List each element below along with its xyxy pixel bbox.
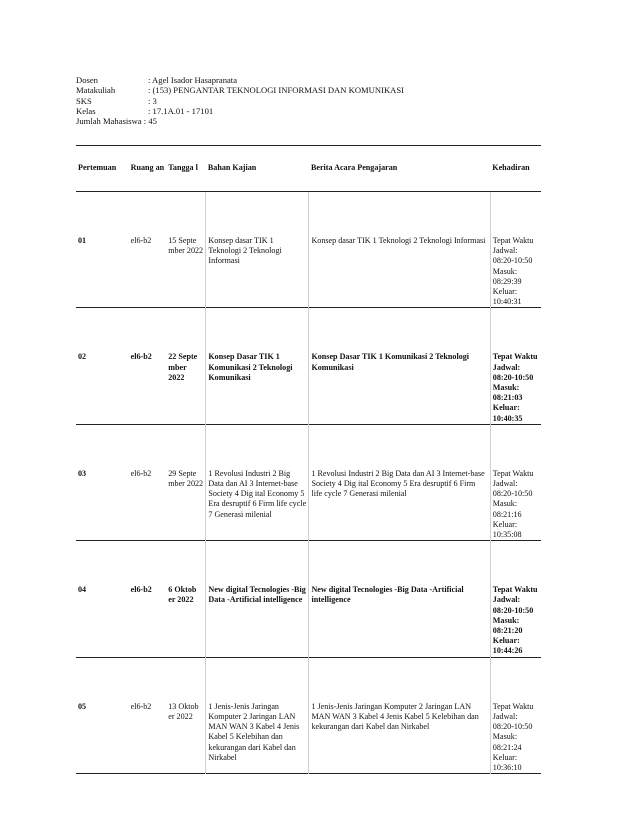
course-info [76, 75, 541, 126]
cell-pertemuan: 02 [78, 352, 87, 362]
info-block [76, 75, 541, 126]
table-row [76, 541, 541, 657]
attendance-table [76, 145, 541, 774]
matakuliah-label: Matakuliah [76, 85, 116, 96]
cell-pertemuan: 04 [78, 585, 87, 595]
cell-ruangan: el6-b2 [130, 236, 152, 245]
matakuliah-row [76, 85, 541, 95]
cell-berita-acara: Konsep dasar TIK 1 Teknologi 2 Teknologi Informasi [309, 192, 490, 308]
cell-pertemuan: 03 [78, 468, 87, 478]
cell-berita-acara: 1 Revolusi Industri 2 Big Data dan AI 3 Internet-base Society 4 Dig ital Economy 5 Era desruptif 6 Firm life cycle 7 Generasi milenial [309, 424, 490, 540]
table-row [76, 657, 541, 773]
cell-ruangan: el6-b2 [130, 701, 152, 711]
table-header-row [76, 146, 541, 192]
cell-tanggal: 29 Septe mber 2022 [168, 468, 204, 489]
kelas-row [76, 106, 541, 116]
sks-value: : 3 [148, 95, 157, 106]
kelas-label: Kelas [76, 105, 96, 116]
table-row [76, 192, 541, 308]
cell-bahan-kajian: Konsep Dasar TIK 1 Komunikasi 2 Teknologi Komunikasi [206, 308, 309, 424]
header-pertemuan: Pertemuan [76, 146, 129, 192]
kelas-value: : 17.1A.01 - 17101 [148, 105, 214, 116]
dosen-row [76, 75, 541, 85]
table-row [76, 424, 541, 540]
cell-kehadiran: Tepat Waktu Jadwal: 08:20-10:50 Masuk: 08:29:39 Keluar: 10:40:31 [490, 192, 541, 308]
header-kehadiran: Kehadiran [490, 146, 541, 192]
cell-bahan-kajian: Konsep dasar TIK 1 Teknologi 2 Teknologi Informasi [206, 192, 309, 308]
cell-tanggal: 22 Septe mber 2022 [168, 352, 198, 382]
cell-ruangan: el6-b2 [130, 352, 152, 362]
cell-bahan-kajian: New digital Tecnologies -Big Data -Artificial intelligence [206, 541, 309, 657]
cell-kehadiran: Tepat Waktu Jadwal: 08:20-10:50 Masuk: 08:21:20 Keluar: 10:44:26 [490, 541, 541, 657]
cell-ruangan: el6-b2 [130, 468, 152, 478]
table-row [76, 308, 541, 424]
cell-bahan-kajian: 1 Revolusi Industri 2 Big Data dan AI 3 Internet-base Society 4 Dig ital Economy 5 Era desruptif 6 Firm life cycle 7 Generasi milenial [206, 424, 309, 540]
header-bahan-kajian: Bahan Kajian [206, 146, 309, 192]
dosen-label: Dosen [76, 75, 98, 85]
matakuliah-value: : (153) PENGANTAR TEKNOLOGI INFORMASI DAN KOMUNIKASI [148, 85, 405, 96]
jumlah-row [76, 116, 541, 126]
cell-berita-acara: New digital Tecnologies -Big Data -Artificial intelligence [309, 541, 490, 657]
header-berita-acara: Berita Acara Pengajaran [309, 146, 490, 192]
cell-kehadiran: Tepat Waktu Jadwal: 08:20-10:50 Masuk: 08:21:24 Keluar: 10:36:10 [490, 657, 541, 773]
cell-tanggal: 6 Oktob er 2022 [168, 585, 197, 605]
cell-berita-acara: 1 Jenis-Jenis Jaringan Komputer 2 Jaringan LAN MAN WAN 3 Kabel 4 Jenis Kabel 5 Kelebihan dan kekurangan dari Kabel dan Nirkabel [309, 657, 490, 773]
sks-row [76, 96, 541, 106]
dosen-value: : Agel Isador Hasapranata [148, 75, 238, 85]
cell-tanggal: 13 Oktob er 2022 [168, 701, 199, 721]
cell-kehadiran: Tepat Waktu Jadwal: 08:20-10:50 Masuk: 08:21:03 Keluar: 10:40:35 [490, 308, 541, 424]
cell-tanggal: 15 Septe mber 2022 [168, 236, 204, 256]
header-tanggal: Tangga l [166, 146, 206, 192]
cell-bahan-kajian: 1 Jenis-Jenis Jaringan Komputer 2 Jaringan LAN MAN WAN 3 Kabel 4 Jenis Kabel 5 Kelebihan dan kekurangan dari Kabel dan Nirkabel [206, 657, 309, 773]
cell-ruangan: el6-b2 [130, 585, 152, 595]
header-ruangan: Ruang an [129, 146, 167, 192]
sks-label: SKS [76, 95, 92, 106]
cell-pertemuan: 01 [78, 236, 87, 245]
cell-berita-acara: Konsep Dasar TIK 1 Komunikasi 2 Teknologi Komunikasi [309, 308, 490, 424]
cell-kehadiran: Tepat Waktu Jadwal: 08:20-10:50 Masuk: 08:21:16 Keluar: 10:35:08 [490, 424, 541, 540]
cell-pertemuan: 05 [78, 701, 87, 711]
jumlah-mahasiswa: Jumlah Mahasiswa : 45 [76, 116, 157, 127]
